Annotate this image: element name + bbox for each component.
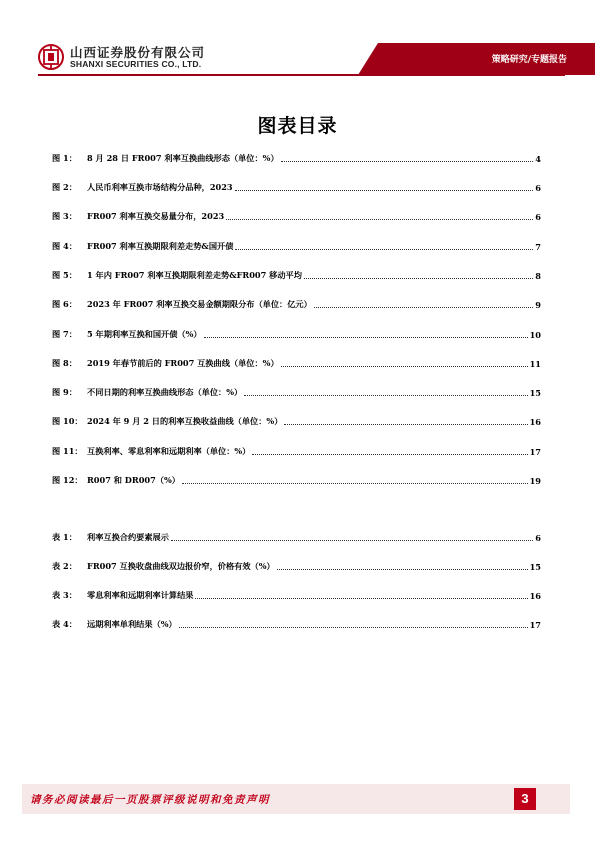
toc-page-number: 8 <box>535 271 541 281</box>
shanxi-securities-logo-icon <box>38 44 64 70</box>
toc-title: 5 年期利率互换和国开债（%） <box>87 329 202 339</box>
toc-label: 图 5： <box>52 270 77 280</box>
toc-label: 表 2： <box>52 561 77 571</box>
company-name-en: SHANXI SECURITIES CO., LTD. <box>70 59 202 69</box>
toc-label: 图 10： <box>52 416 83 426</box>
toc-title: 2023 年 FR007 利率互换交易金额期限分布（单位：亿元） <box>87 299 312 309</box>
toc-title: R007 和 DR007（%） <box>87 475 180 485</box>
toc-label: 图 9： <box>52 387 77 397</box>
toc-leader-dots <box>281 365 528 367</box>
toc-label: 表 1： <box>52 532 77 542</box>
toc-label: 图 3： <box>52 211 77 221</box>
toc-row-figure[interactable] <box>52 179 541 193</box>
toc-title: 人民币利率互换市场结构分品种，2023 <box>87 182 233 192</box>
toc-row-figure[interactable] <box>52 355 541 369</box>
company-name-cn: 山西证券股份有限公司 <box>70 45 206 60</box>
toc-row-figure[interactable] <box>52 267 541 281</box>
toc-page-number: 15 <box>529 388 541 398</box>
toc-row-figure[interactable] <box>52 208 541 222</box>
toc-page-number: 6 <box>535 212 541 222</box>
toc-page-number: 6 <box>535 183 541 193</box>
toc-page-number: 11 <box>529 359 541 369</box>
toc-page-number: 4 <box>535 154 541 164</box>
toc-title: FR007 利率互换期限利差走势&国开债 <box>87 241 234 251</box>
toc-leader-dots <box>244 394 527 396</box>
toc-label: 图 11： <box>52 446 83 456</box>
report-type-label: 策略研究/专题报告 <box>491 55 567 65</box>
toc-label: 图 6： <box>52 299 77 309</box>
toc-leader-dots <box>235 248 533 250</box>
toc-leader-dots <box>281 160 534 162</box>
toc-page-number: 16 <box>529 417 541 427</box>
toc-page-number: 9 <box>535 300 541 310</box>
toc-row-table[interactable] <box>52 616 541 630</box>
toc-row-figure[interactable] <box>52 326 541 340</box>
toc-label: 图 7： <box>52 329 77 339</box>
toc-row-figure[interactable] <box>52 296 541 310</box>
toc-label: 图 1： <box>52 153 77 163</box>
toc-row-figure[interactable] <box>52 150 541 164</box>
toc-label: 图 12： <box>52 475 83 485</box>
page-title: 图表目录 <box>257 115 338 137</box>
toc-leader-dots <box>182 482 528 484</box>
toc-title: FR007 互换收盘曲线双边报价窄，价格有效（%） <box>87 561 275 571</box>
toc-label: 图 2： <box>52 182 77 192</box>
toc-row-table[interactable] <box>52 529 541 543</box>
toc-leader-dots <box>235 189 534 191</box>
toc-page-number: 17 <box>529 447 541 457</box>
toc-page-number: 7 <box>535 242 541 252</box>
header-divider <box>38 74 565 76</box>
toc-leader-dots <box>252 453 527 455</box>
page-number: 3 <box>514 788 536 810</box>
toc-leader-dots <box>179 626 528 628</box>
toc-page-number: 16 <box>529 591 541 601</box>
toc-leader-dots <box>195 597 527 599</box>
toc-leader-dots <box>314 306 533 308</box>
toc-row-table[interactable] <box>52 558 541 572</box>
toc-page-number: 15 <box>529 562 541 572</box>
toc-title: 1 年内 FR007 利率互换期限利差走势&FR007 移动平均 <box>87 270 302 280</box>
toc-title: 2024 年 9 月 2 日的利率互换收益曲线（单位：%） <box>87 416 283 426</box>
toc-leader-dots <box>277 568 528 570</box>
toc-label: 图 4： <box>52 241 77 251</box>
toc-title: 零息利率和远期利率计算结果 <box>87 590 194 600</box>
toc-page-number: 17 <box>529 620 541 630</box>
toc-label: 表 4： <box>52 619 77 629</box>
toc-title: 不同日期的利率互换曲线形态（单位：%） <box>87 387 243 397</box>
toc-leader-dots <box>204 336 528 338</box>
toc-label: 表 3： <box>52 590 77 600</box>
toc-title: 远期利率单利结果（%） <box>87 619 177 629</box>
toc-row-figure[interactable] <box>52 443 541 457</box>
toc-leader-dots <box>284 423 527 425</box>
toc-leader-dots <box>171 539 533 541</box>
toc-row-figure[interactable] <box>52 238 541 252</box>
toc-title: FR007 利率互换交易量分布，2023 <box>87 211 225 221</box>
toc-leader-dots <box>304 277 533 279</box>
toc-title: 互换利率、零息利率和远期利率（单位：%） <box>87 446 251 456</box>
toc-page-number: 10 <box>529 330 541 340</box>
toc-row-figure[interactable] <box>52 413 541 427</box>
toc-row-figure[interactable] <box>52 472 541 486</box>
disclaimer-notice: 请务必阅读最后一页股票评级说明和免责声明 <box>30 794 270 806</box>
toc-label: 图 8： <box>52 358 77 368</box>
toc-row-table[interactable] <box>52 587 541 601</box>
toc-row-figure[interactable] <box>52 384 541 398</box>
toc-title: 2019 年春节前后的 FR007 互换曲线（单位：%） <box>87 358 279 368</box>
toc-title: 8 月 28 日 FR007 利率互换曲线形态（单位：%） <box>87 153 279 163</box>
toc-title: 利率互换合约要素展示 <box>87 532 169 542</box>
toc-leader-dots <box>226 218 533 220</box>
page-header <box>0 0 595 80</box>
toc-page-number: 19 <box>529 476 541 486</box>
toc-page-number: 6 <box>535 533 541 543</box>
